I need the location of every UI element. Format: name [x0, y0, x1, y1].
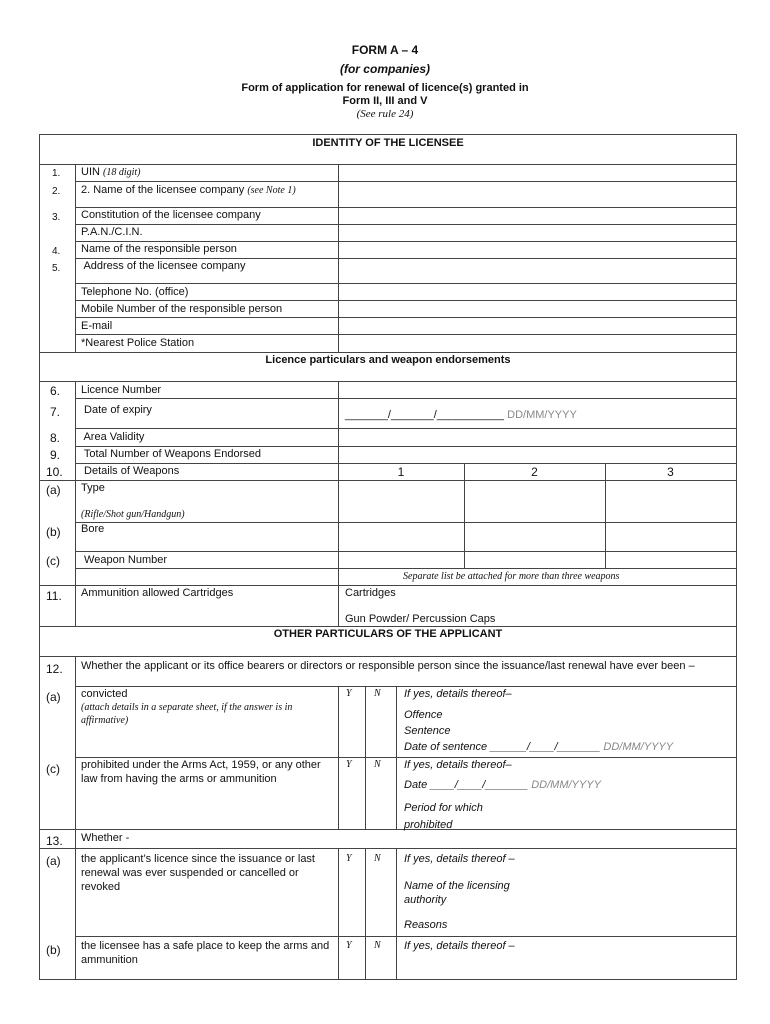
pan-cin-field[interactable] — [340, 225, 736, 241]
reasons-label: Reasons — [404, 919, 448, 931]
address-label: Address of the licensee company — [81, 260, 246, 272]
date-of-sentence-blank: Date of sentence ______/____/_______ — [404, 741, 601, 753]
offence-label: Offence — [404, 709, 443, 721]
convicted-label: convicted — [81, 688, 128, 700]
no-option[interactable]: N — [374, 688, 381, 699]
weapon-2-type-field[interactable] — [466, 481, 604, 522]
row-number: 4. — [52, 246, 61, 257]
weapon-column-2: 2 — [531, 465, 538, 479]
row-number: 8. — [50, 431, 61, 445]
form-title-line2: Form II, III and V — [342, 95, 428, 107]
weapon-type-note: (Rifle/Shot gun/Handgun) — [81, 509, 185, 520]
yes-option[interactable]: Y — [346, 759, 352, 770]
details-of-weapons-label: Details of Weapons — [81, 465, 180, 477]
uin-label-text: UIN — [81, 166, 100, 178]
weapon-2-bore-field[interactable] — [466, 523, 604, 551]
row-number: (b) — [46, 943, 61, 957]
if-yes-details: If yes, details thereof– — [404, 759, 512, 771]
bore-label: Bore — [81, 523, 105, 535]
row-number: 5. — [52, 263, 61, 274]
company-name-field[interactable] — [340, 182, 736, 207]
email-field[interactable] — [340, 318, 736, 334]
constitution-label: Constitution of the licensee company — [81, 209, 261, 221]
responsible-person-field[interactable] — [340, 242, 736, 258]
weapon-column-3: 3 — [667, 465, 674, 479]
police-station-field[interactable] — [340, 335, 736, 352]
licence-heading: Licence particulars and weapon endorsements — [265, 354, 511, 366]
row-number: 13. — [46, 834, 63, 848]
total-weapons-label: Total Number of Weapons Endorsed — [81, 448, 261, 460]
safe-place-label: the licensee has a safe place to keep the arms and ammunition — [81, 940, 330, 966]
row-number: 1. — [52, 168, 61, 179]
cartridges-label: Cartridges — [345, 587, 396, 599]
row-number: (a) — [46, 854, 61, 868]
no-option[interactable]: N — [374, 940, 381, 951]
email-label: E-mail — [81, 320, 113, 332]
area-validity-label: Area Validity — [81, 431, 145, 443]
weapon-1-bore-field[interactable] — [340, 523, 463, 551]
licence-number-field[interactable] — [340, 382, 736, 398]
date-of-expiry-blank: _______/_______/___________ — [345, 409, 505, 421]
if-yes-details: If yes, details thereof – — [404, 853, 515, 865]
pan-cin-label: P.A.N./C.I.N. — [81, 226, 143, 238]
date-of-expiry-label: Date of expiry — [81, 404, 152, 416]
weapon-1-number-field[interactable] — [340, 552, 463, 568]
area-validity-field[interactable] — [340, 429, 736, 446]
yes-option[interactable]: Y — [346, 853, 352, 864]
licensing-authority-label: Name of the licensing authority — [404, 880, 510, 906]
date-format-hint: DD/MM/YYYY — [531, 779, 601, 791]
prohibited-label: prohibited under the Arms Act, 1959, or any other law from having the arms or ammunition — [81, 759, 321, 785]
row-number: 11. — [46, 589, 62, 603]
prohibition-date-blank: Date ____/____/_______ — [404, 779, 529, 791]
responsible-person-label: Name of the responsible person — [81, 243, 237, 255]
row-number: (a) — [46, 483, 61, 497]
prohibition-date-field[interactable] — [404, 779, 601, 791]
weapon-3-type-field[interactable] — [607, 481, 735, 522]
row-number: (b) — [46, 525, 61, 539]
row-number: 3. — [52, 212, 61, 223]
uin-label — [81, 166, 141, 178]
police-station-label: *Nearest Police Station — [81, 337, 195, 349]
sentence-label: Sentence — [404, 725, 451, 737]
convicted-note: (attach details in a separate sheet, if the answer is in affirmative) — [81, 702, 293, 726]
address-field[interactable] — [340, 259, 736, 283]
row-number: (a) — [46, 690, 61, 704]
identity-heading: IDENTITY OF THE LICENSEE — [312, 137, 464, 149]
constitution-field[interactable] — [340, 208, 736, 224]
weapon-number-label: Weapon Number — [81, 554, 168, 566]
row-number: 10. — [46, 465, 63, 479]
whether-label: Whether - — [81, 832, 130, 844]
row-number: (c) — [46, 762, 60, 776]
date-of-expiry-field[interactable] — [345, 409, 577, 421]
if-yes-details: If yes, details thereof– — [404, 688, 512, 700]
uin-field[interactable] — [340, 165, 736, 181]
row-number: 9. — [50, 448, 61, 462]
row-number: (c) — [46, 554, 60, 568]
date-format-hint: DD/MM/YYYY — [603, 741, 674, 753]
date-format-hint: DD/MM/YYYY — [507, 409, 577, 421]
mobile-label: Mobile Number of the responsible person — [81, 303, 283, 315]
no-option[interactable]: N — [374, 759, 381, 770]
licence-suspended-label: the applicant’s licence since the issuance or last renewal was ever suspended or cancelled or revoked — [81, 853, 315, 893]
row-number: 7. — [50, 405, 61, 419]
company-name-note: (see Note 1) — [247, 185, 296, 196]
company-name-label — [81, 184, 296, 196]
telephone-field[interactable] — [340, 284, 736, 300]
weapon-3-bore-field[interactable] — [607, 523, 735, 551]
period-prohibited-label: Period for which prohibited — [404, 802, 483, 831]
gun-powder-label: Gun Powder/ Percussion Caps — [345, 613, 496, 625]
row-number: 12. — [46, 662, 63, 676]
see-rule: (See rule 24) — [356, 108, 414, 120]
form-number: FORM A – 4 — [351, 43, 419, 57]
total-weapons-field[interactable] — [340, 447, 736, 463]
ammunition-label: Ammunition allowed Cartridges — [81, 587, 234, 599]
separate-list-note: Separate list be attached for more than three weapons — [403, 571, 620, 582]
form-for-companies: (for companies) — [339, 62, 430, 76]
mobile-field[interactable] — [340, 301, 736, 317]
weapon-1-type-field[interactable] — [340, 481, 463, 522]
weapon-type-label: Type — [81, 482, 105, 494]
form-title-line1: Form of application for renewal of licence(s) granted in — [241, 82, 529, 94]
yes-option[interactable]: Y — [346, 688, 352, 699]
telephone-label: Telephone No. (office) — [81, 286, 189, 298]
if-yes-details: If yes, details thereof – — [404, 940, 515, 952]
row-number: 2. — [52, 186, 61, 197]
no-option[interactable]: N — [374, 853, 381, 864]
uin-note: (18 digit) — [103, 167, 141, 178]
question-12-text: Whether the applicant or its office bearers or directors or responsible person since the issuance/last renewal have ever been – — [81, 660, 695, 672]
weapon-column-1: 1 — [397, 465, 405, 479]
row-number: 6. — [50, 384, 61, 398]
company-name-label-text: 2. Name of the licensee company — [81, 184, 245, 196]
weapon-3-number-field[interactable] — [607, 552, 735, 568]
yes-option[interactable]: Y — [346, 940, 352, 951]
licence-number-label: Licence Number — [81, 384, 162, 396]
weapon-2-number-field[interactable] — [466, 552, 604, 568]
other-particulars-heading: OTHER PARTICULARS OF THE APPLICANT — [273, 628, 503, 640]
date-of-sentence-field[interactable] — [404, 741, 673, 753]
